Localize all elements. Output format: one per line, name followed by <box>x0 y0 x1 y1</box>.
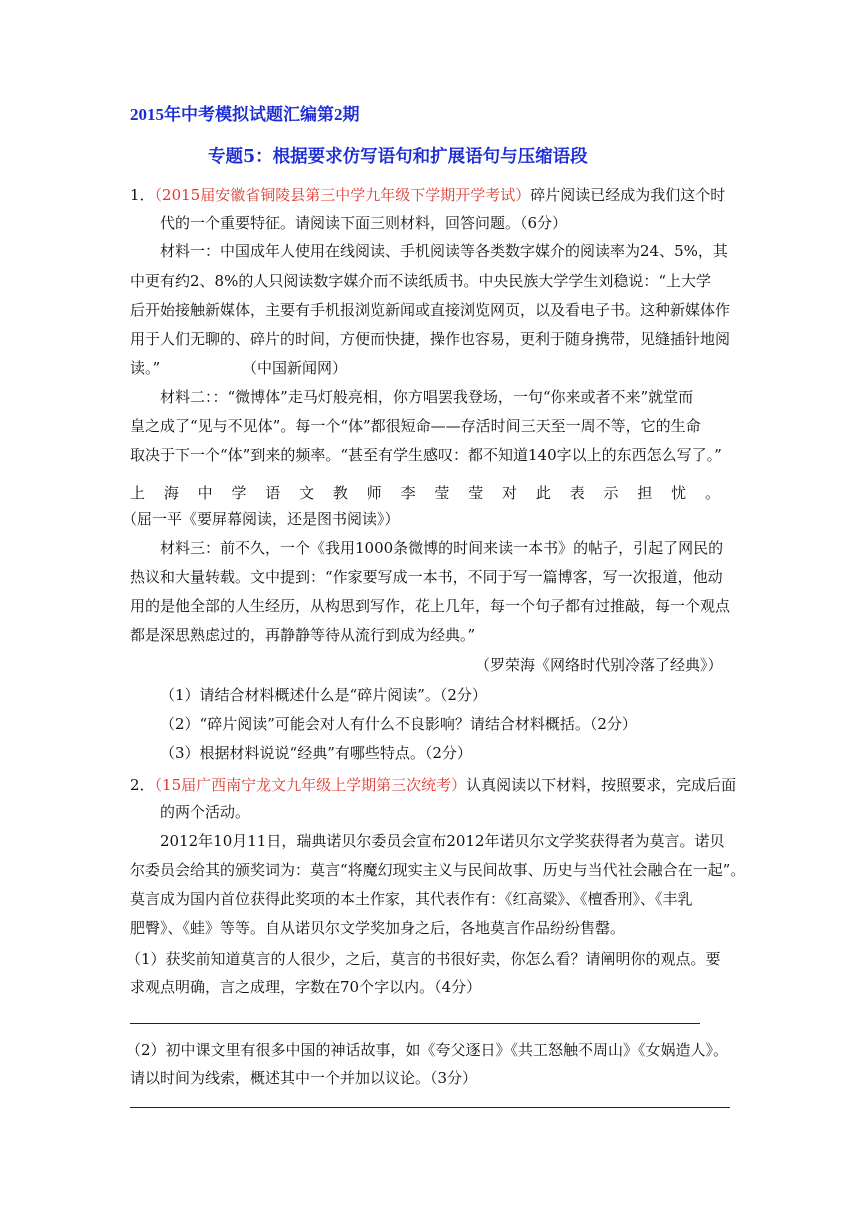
sub-question: 请以时间为线索，概述其中一个并加以议论。（3分） <box>130 1069 478 1087</box>
material-line: 后开始接触新媒体，主要有手机报浏览新闻或直接浏览网页，以及看电子书。这种新媒体作 <box>130 301 731 319</box>
sub-question: （2）“碎片阅读”可能会对人有什么不良影响？请结合材料概括。（2分） <box>160 715 637 733</box>
question-stem: 碎片阅读已经成为我们这个时 <box>530 186 726 204</box>
material-source: （中国新闻网） <box>242 359 348 377</box>
material-source: （屈一平《要屏幕阅读，还是图书阅读》） <box>122 510 400 528</box>
question-stem-cont: 的两个活动。 <box>160 803 251 821</box>
material-line: 用的是他全部的人生经历，从构思到写作，花上几年，每一个句子都有过推敲，每一个观点 <box>130 597 731 615</box>
question-source: （15届广西南宁龙文九年级上学期第三次统考） <box>154 776 467 794</box>
material-line: 上海中学语文教师李莹莹对此表示担忧。 <box>130 484 720 502</box>
sub-question: （3）根据材料说说“经典”有哪些特点。（2分） <box>160 744 472 762</box>
material-line: 取决于下一个“体”到来的频率。“甚至有学生感叹：都不知道140字以上的东西怎么写了。” <box>130 446 722 464</box>
material-line: 材料二：：“微博体”走马灯般亮相，你方唱罢我登场，一句“你来或者不来”就堂而 <box>160 388 694 406</box>
material-line: 用于人们无聊的、碎片的时间，方便而快捷，操作也容易，更利于随身携带，见缝插针地阅 <box>130 330 731 348</box>
sub-question: （1）请结合材料概述什么是“碎片阅读”。（2分） <box>160 686 487 704</box>
paragraph-line: 肥臀》、《蛙》等等。自从诺贝尔文学奖加身之后，各地莫言作品纷纷售罄。 <box>130 919 626 937</box>
paragraph-line: 尔委员会给其的颁奖词为：莫言“将魔幻现实主义与民间故事、历史与当代社会融合在一起”。 <box>130 861 746 879</box>
material-line: 读。” <box>130 359 161 377</box>
material-source: （罗荣海《网络时代别冷落了经典》） <box>475 656 723 674</box>
material-line: 皇之成了“见与不见体”。每一个“体”都很短命——存活时间三天至一周不等，它的生命 <box>130 417 701 435</box>
question-source: （2015届安徽省铜陵县第三中学九年级下学期开学考试） <box>154 186 531 204</box>
page-subtitle: 专题5：根据要求仿写语句和扩展语句与压缩语段 <box>208 147 588 167</box>
question-stem-cont: 代的一个重要特征。请阅读下面三则材料，回答问题。（6分） <box>160 214 568 232</box>
question-number: 2． <box>130 776 155 794</box>
question-number: 1． <box>130 186 155 204</box>
page-title: 2015年中考模拟试题汇编第2期 <box>130 105 360 124</box>
question-stem: 认真阅读以下材料，按照要求，完成后面 <box>466 776 737 794</box>
question-2-line <box>130 774 736 796</box>
material-line: 中更有约2、8%的人只阅读数字媒介而不读纸质书。中央民族大学学生刘稳说：“上大学 <box>130 272 712 290</box>
paragraph-line: 莫言成为国内首位获得此奖项的本土作家，其代表作有：《红高粱》、《檀香刑》、《丰乳 <box>130 890 693 908</box>
material-line: 材料三：前不久，一个《我用1000条微博的时间来读一本书》的帖子，引起了网民的 <box>160 539 724 557</box>
sub-question: （1）获奖前知道莫言的人很少，之后，莫言的书很好卖，你怎么看？请阐明你的观点。要 <box>126 950 721 968</box>
paragraph-line: 2012年10月11日，瑞典诺贝尔委员会宣布2012年诺贝尔文学奖获得者为莫言。诺贝 <box>160 832 725 850</box>
material-line: 材料一：中国成年人使用在线阅读、手机阅读等各类数字媒介的阅读率为24、5%，其 <box>160 242 728 260</box>
material-line: 热议和大量转载。文中提到：“作家要写成一本书，不同于写一篇博客，写一次报道，他动 <box>130 568 723 586</box>
sub-question: （2）初中课文里有很多中国的神话故事，如《夸父逐日》《共工怒触不周山》《女娲造人》。 <box>126 1041 729 1059</box>
answer-line <box>130 1023 700 1024</box>
question-1-line <box>130 184 725 206</box>
answer-line <box>130 1107 730 1108</box>
material-line: 都是深思熟虑过的，再静静等待从流行到成为经典。” <box>130 626 476 644</box>
sub-question: 求观点明确，言之成理，字数在70个字以内。（4分） <box>130 978 482 996</box>
